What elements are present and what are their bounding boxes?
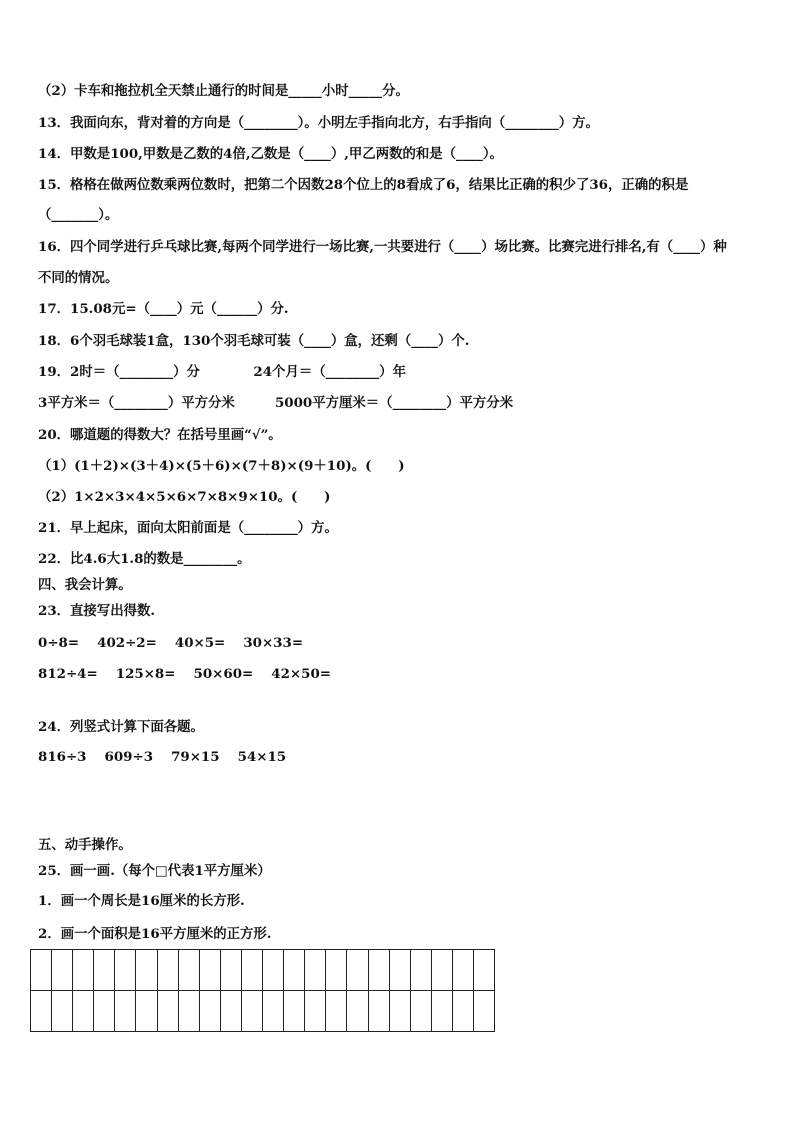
grid-cell[interactable]	[473, 950, 494, 991]
question-19-line-2: 3平方米＝（________）平方分米 5000平方厘米＝（________）平方分米	[38, 395, 514, 411]
grid-cell[interactable]	[326, 991, 347, 1032]
question-15-line-1: 15．格格在做两位数乘两位数时，把第二个因数28个位上的8看成了6，结果比正确的积少了36，正确的积是	[38, 177, 689, 193]
grid-cell[interactable]	[52, 991, 73, 1032]
question-23-row-1: 0÷8= 402÷2= 40×5= 30×33=	[38, 635, 304, 651]
section-4-title: 四、我会计算。	[38, 577, 132, 593]
question-25: 25．画一画.（每个□代表1平方厘米）	[38, 863, 271, 879]
grid-cell[interactable]	[220, 950, 241, 991]
question-19-line-1: 19．2时＝（________）分 24个月＝（________）年	[38, 364, 406, 380]
question-20-part-2: （2）1×2×3×4×5×6×7×8×9×10。( )	[38, 489, 331, 505]
grid-cell[interactable]	[199, 950, 220, 991]
grid-cell[interactable]	[473, 991, 494, 1032]
grid-cell[interactable]	[326, 950, 347, 991]
grid-cell[interactable]	[452, 950, 473, 991]
question-21: 21．早上起床，面向太阳前面是（________）方。	[38, 520, 338, 536]
grid-cell[interactable]	[73, 991, 94, 1032]
grid-cell[interactable]	[347, 950, 368, 991]
grid-cell[interactable]	[410, 991, 431, 1032]
question-18: 18．6个羽毛球装1盒，130个羽毛球可装（____）盒，还剩（____）个.	[38, 333, 470, 349]
question-23-row-2: 812÷4= 125×8= 50×60= 42×50=	[38, 666, 331, 682]
grid-cell[interactable]	[136, 991, 157, 1032]
question-17: 17．15.08元=（____）元（______）分.	[38, 301, 289, 317]
question-15-line-2: （_______）。	[38, 207, 119, 223]
grid-cell[interactable]	[178, 991, 199, 1032]
question-13: 13．我面向东，背对着的方向是（________）。小明左手指向北方，右手指向（________）方。	[38, 115, 599, 131]
question-25-task-1: 1．画一个周长是16厘米的长方形.	[38, 893, 245, 909]
grid-cell[interactable]	[410, 950, 431, 991]
grid-cell[interactable]	[347, 991, 368, 1032]
question-22: 22．比4.6大1.8的数是________。	[38, 551, 251, 567]
grid-cell[interactable]	[305, 950, 326, 991]
section-5-title: 五、动手操作。	[38, 837, 132, 853]
grid-cell[interactable]	[368, 950, 389, 991]
grid-cell[interactable]	[136, 950, 157, 991]
grid-cell[interactable]	[284, 950, 305, 991]
grid-cell[interactable]	[157, 950, 178, 991]
grid-cell[interactable]	[263, 991, 284, 1032]
grid-cell[interactable]	[389, 991, 410, 1032]
question-24-items: 816÷3 609÷3 79×15 54×15	[38, 749, 287, 765]
question-12-part-2: （2）卡车和拖拉机全天禁止通行的时间是_____小时_____分。	[38, 83, 409, 99]
grid-cell[interactable]	[241, 991, 262, 1032]
grid-cell[interactable]	[31, 950, 52, 991]
grid-cell[interactable]	[431, 991, 452, 1032]
grid-cell[interactable]	[368, 991, 389, 1032]
question-14: 14．甲数是100,甲数是乙数的4倍,乙数是（____）,甲乙两数的和是（____）。	[38, 146, 503, 162]
question-20: 20．哪道题的得数大？在括号里画“√”。	[38, 427, 282, 443]
grid-cell[interactable]	[452, 991, 473, 1032]
grid-cell[interactable]	[115, 950, 136, 991]
grid-cell[interactable]	[115, 991, 136, 1032]
grid-cell[interactable]	[157, 991, 178, 1032]
grid-cell[interactable]	[52, 950, 73, 991]
grid-cell[interactable]	[220, 991, 241, 1032]
grid-cell[interactable]	[199, 991, 220, 1032]
grid-cell[interactable]	[305, 991, 326, 1032]
drawing-grid[interactable]	[30, 949, 495, 1032]
grid-row	[31, 991, 495, 1032]
grid-cell[interactable]	[431, 950, 452, 991]
question-20-part-1: （1）(1＋2)×(3＋4)×(5＋6)×(7＋8)×(9＋10)。( )	[38, 458, 405, 474]
grid-cell[interactable]	[284, 991, 305, 1032]
question-25-task-2: 2．画一个面积是16平方厘米的正方形.	[38, 926, 272, 942]
grid-cell[interactable]	[241, 950, 262, 991]
grid-cell[interactable]	[178, 950, 199, 991]
grid-cell[interactable]	[94, 950, 115, 991]
question-24: 24．列竖式计算下面各题。	[38, 719, 204, 735]
grid-cell[interactable]	[389, 950, 410, 991]
grid-cell[interactable]	[73, 950, 94, 991]
grid-cell[interactable]	[94, 991, 115, 1032]
grid-cell[interactable]	[31, 991, 52, 1032]
question-16-line-1: 16．四个同学进行乒乓球比赛,每两个同学进行一场比赛,一共要进行（____）场比赛。比赛完进行排名,有（____）种	[38, 239, 727, 255]
question-23: 23．直接写出得数.	[38, 603, 156, 619]
question-16-line-2: 不同的情况。	[38, 270, 119, 286]
grid-cell[interactable]	[263, 950, 284, 991]
grid-row	[31, 950, 495, 991]
